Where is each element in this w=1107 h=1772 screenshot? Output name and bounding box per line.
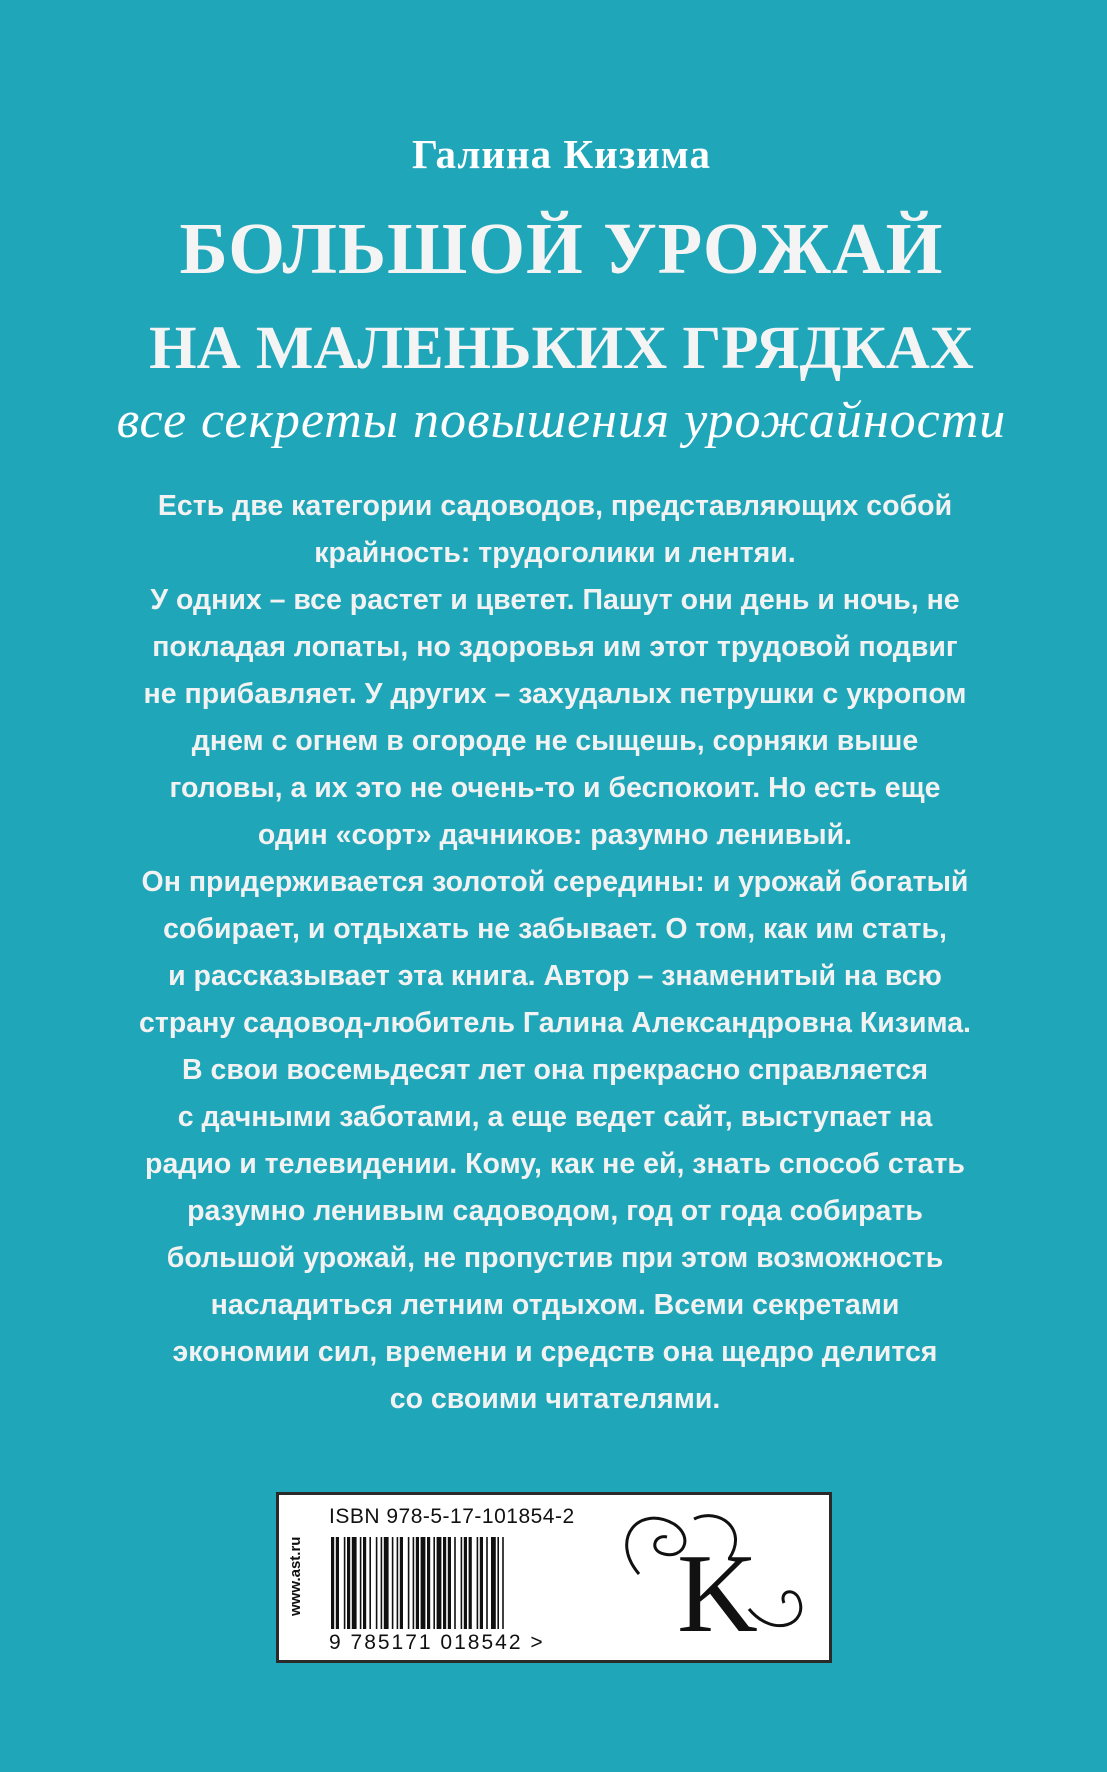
barcode-bar	[347, 1537, 350, 1629]
barcode-bar	[408, 1537, 410, 1629]
barcode-bar	[413, 1537, 415, 1629]
barcode-bar	[369, 1537, 371, 1629]
barcode	[329, 1537, 579, 1629]
publisher-logo-icon	[599, 1499, 824, 1659]
barcode-bar	[400, 1537, 403, 1629]
barcode-bar	[448, 1537, 451, 1629]
barcode-bar	[454, 1537, 456, 1629]
barcode-bar	[336, 1537, 339, 1629]
isbn-barcode-box	[276, 1492, 832, 1663]
barcode-bar	[477, 1537, 479, 1629]
barcode-bar	[381, 1537, 383, 1629]
title-line-2: НА МАЛЕНЬКИХ ГРЯДКАХ	[149, 315, 974, 382]
author-name: Галина Кизима	[412, 131, 711, 177]
description-line: экономии сил, времени и средств она щедро делится	[172, 1336, 938, 1368]
barcode-bar	[352, 1537, 357, 1629]
barcode-bar	[491, 1537, 496, 1629]
barcode-bar	[392, 1537, 394, 1629]
isbn-number: ISBN 978-5-17-101854-2	[329, 1505, 575, 1528]
description-line: разумно ленивым садоводом, год от года собирать	[187, 1195, 923, 1227]
barcode-bar	[461, 1537, 463, 1629]
description-line: со своими читателями.	[389, 1383, 721, 1415]
description-line: страну садовод-любитель Галина Александровна Кизима.	[139, 1007, 971, 1039]
description-line: У одних – все растет и цветет. Пашут они день и ночь, не	[150, 584, 960, 616]
description-line: крайность: трудоголики и лентяи.	[314, 537, 796, 569]
barcode-bar	[376, 1537, 378, 1629]
barcode-bar	[486, 1537, 488, 1629]
barcode-bar	[497, 1537, 499, 1629]
publisher-website: www.ast.ru	[287, 1536, 304, 1616]
description-line: днем с огнем в огороде не сыщешь, сорняки выше	[191, 725, 919, 757]
description-line: насладиться летним отдыхом. Всеми секретами	[210, 1289, 900, 1321]
description-line: не прибавляет. У других – захудалых петрушки с укропом	[143, 678, 967, 710]
barcode-bar	[416, 1537, 419, 1629]
barcode-bar	[331, 1537, 334, 1629]
barcode-bar	[384, 1537, 389, 1629]
barcode-bar	[433, 1537, 435, 1629]
description-line: радио и телевидении. Кому, как не ей, знать способ стать	[145, 1148, 965, 1180]
description-line: Есть две категории садоводов, представляющих собой	[157, 490, 953, 522]
description-line: Он придерживается золотой середины: и урожай богатый	[141, 866, 969, 898]
barcode-bar	[437, 1537, 442, 1629]
title-line-1: БОЛЬШОЙ УРОЖАЙ	[179, 208, 944, 289]
description-line: головы, а их это не очень-то и беспокоит. Но есть еще	[169, 772, 941, 804]
barcode-bar	[344, 1537, 346, 1629]
description-line: и рассказывает эта книга. Автор – знаменитый на всю	[168, 960, 942, 992]
barcode-digits: 9 785171 018542 >	[329, 1631, 545, 1654]
barcode-bar	[469, 1537, 472, 1629]
description-line: один «сорт» дачников: разумно ленивый.	[257, 819, 853, 851]
barcode-bar	[464, 1537, 467, 1629]
subtitle: все секреты повышения урожайности	[116, 392, 1007, 449]
description-line: с дачными заботами, а еще ведет сайт, выступает на	[177, 1101, 933, 1133]
publisher-logo-letter: K	[677, 1532, 758, 1656]
barcode-bar	[421, 1537, 426, 1629]
description-line: большой урожай, не пропустив при этом возможность	[166, 1242, 944, 1274]
barcode-bar	[480, 1537, 483, 1629]
barcode-bar	[397, 1537, 399, 1629]
description-line: собирает, и отдыхать не забывает. О том, как им стать,	[163, 913, 947, 945]
description	[60, 483, 1050, 1423]
barcode-bar	[360, 1537, 362, 1629]
barcode-bar	[363, 1537, 366, 1629]
barcode-bar	[502, 1537, 504, 1629]
barcode-bar	[427, 1537, 430, 1629]
barcode-bar	[443, 1537, 446, 1629]
description-line: покладая лопаты, но здоровья им этот трудовой подвиг	[152, 631, 958, 663]
description-line: В свои восемьдесят лет она прекрасно справляется	[182, 1054, 928, 1086]
